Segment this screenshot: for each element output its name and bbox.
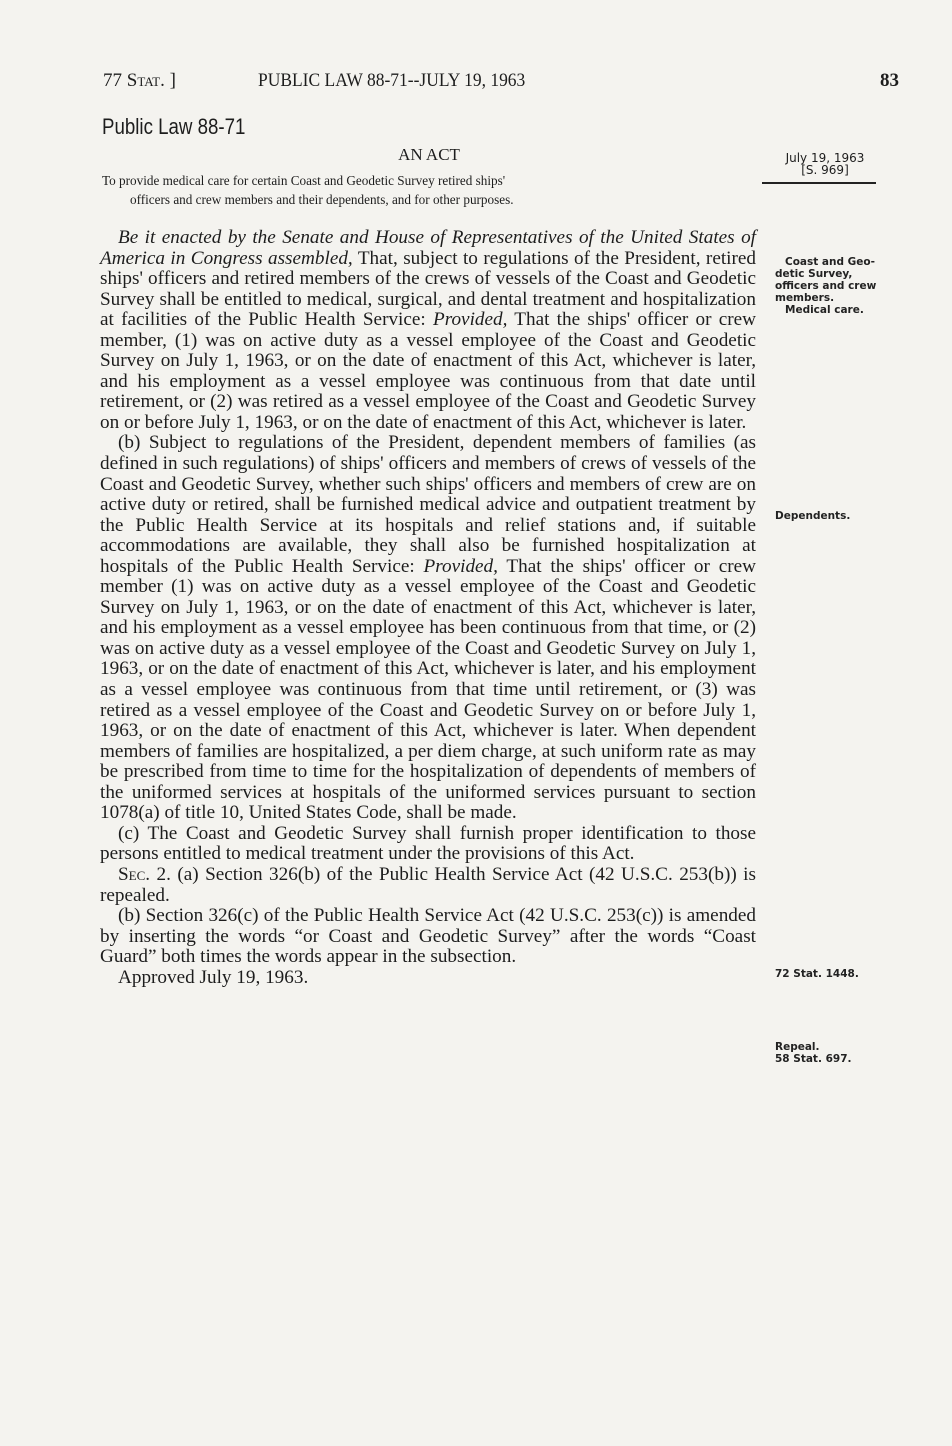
text: (b) Subject to regulations of the President, dependent members of families (as defined in such regulations) of ships' officers and members of crews of vessels of the Coast and Geodetic Survey, whether such ships' officers and members of crew are on active duty or retired, shall be furnished medical advice and outpatient treatment by the Public Health Service at its hospitals and relief stations and, if suitable accommodations are available, they shall also be furnished hospitalization at hospitals of the Public Health Service: <box>100 432 756 577</box>
volume-stat: Stat. <box>126 70 165 91</box>
paragraph-section-2b: (b) Section 326(c) of the Public Health Service Act (42 U.S.C. 253(c)) is amended by inserting the words “or Coast and Geodetic Survey” after the words “Coast Guard” both times the words appear in the subsection. <box>100 905 756 968</box>
subtitle-line: To provide medical care for certain Coast and Geodetic Survey retired ships' <box>102 173 506 188</box>
paragraph-section-2a <box>100 865 756 906</box>
divider <box>762 182 876 184</box>
paragraph-section-1b <box>100 433 756 823</box>
act-subtitle <box>102 171 762 209</box>
act-heading: AN ACT <box>398 145 460 164</box>
margin-note-medical-care <box>775 256 905 316</box>
margin-note-dependents: Dependents. <box>775 510 851 522</box>
volume-reference <box>103 70 176 92</box>
bill-number: [S. 969] <box>801 163 849 177</box>
approval-line: Approved July 19, 1963. <box>118 966 309 988</box>
provided: Provided, <box>423 555 498 577</box>
page-number: 83 <box>880 70 899 91</box>
running-title: PUBLIC LAW 88-71--JULY 19, 1963 <box>258 70 526 91</box>
section-label: Sec. 2. <box>118 863 171 885</box>
law-number: Public Law 88-71 <box>102 114 246 139</box>
text: That the ships' officer or crew member, (1) was on active duty as a vessel employee of the Coast and Geodetic Survey on July 1, 1963, or on the date of enactment of this Act, whichever is later, and his employment as a vessel employee was continuous from that date until retirement, or (2) was retired as a vessel employee of the Coast and Geodetic Survey on or before July 1, 1963, or on the date of enactment of this Act, whichever is later. <box>100 309 756 433</box>
text: That the ships' officer or crew member (1) was on active duty as a vessel employee of the Coast and Geodetic Survey on July 1, 1963, or on the date of enactment of this Act, whichever is later, and his employment as a vessel employee has been continuous from that time, or (2) was on active duty as a vessel employee of the Coast and Geodetic Survey on July 1, 1963, or on the date of enactment of this Act, whichever is later, and his employment as a vessel employee was continuous from that time until retirement, or (3) was retired as a vessel employee of the Coast and Geodetic Survey on or before July 1, 1963, or on the date of enactment of this Act, whichever is later. When dependent members of families are hospitalized, a per diem charge, at such uniform rate as may be prescribed from time to time for the hospitalization of dependents of members of the uniformed services at hospitals of the uniformed services pursuant to section 1078(a) of title 10, United States Code, shall be made. <box>100 555 756 824</box>
text: (a) Section 326(b) of the Public Health Service Act (42 U.S.C. 253(b)) is repealed. <box>100 863 756 906</box>
note-line: 58 Stat. 697. <box>775 1053 852 1065</box>
date-block <box>775 152 875 176</box>
act-body <box>100 228 756 988</box>
subtitle-line: officers and crew members and their dependents, and for other purposes. <box>130 192 514 207</box>
note-line: Medical care. <box>785 304 864 316</box>
provided: Provided, <box>432 309 508 331</box>
note-line: Repeal. <box>775 1041 820 1053</box>
note-line: detic Survey, <box>775 268 853 280</box>
margin-note-repeal <box>775 1041 852 1065</box>
margin-note-citation: 72 Stat. 1448. <box>775 968 859 980</box>
enactment-date: July 19, 1963 <box>785 151 865 165</box>
paragraph-section-1c: (c) The Coast and Geodetic Survey shall furnish proper identification to those persons entitled to medical treatment under the provisions of this Act. <box>100 822 756 865</box>
note-line: members. <box>775 292 835 304</box>
note-line: Coast and Geo- <box>785 256 875 268</box>
bracket: ] <box>169 70 176 91</box>
text: That, subject to regulations of the President, retired ships' officers and retired members of the crews of vessels of the Coast and Geodetic Survey shall be entitled to medical, surgical, and dental treatment and hospitalization at facilities of the Public Health Service: <box>100 247 756 331</box>
enacting-clause: Be it enacted by the Senate and House of Representatives of the United States of America in Congress assembled, <box>100 227 756 269</box>
note-line: officers and crew <box>775 280 877 292</box>
volume-number: 77 <box>103 70 122 91</box>
paragraph-section-1a <box>100 228 756 433</box>
